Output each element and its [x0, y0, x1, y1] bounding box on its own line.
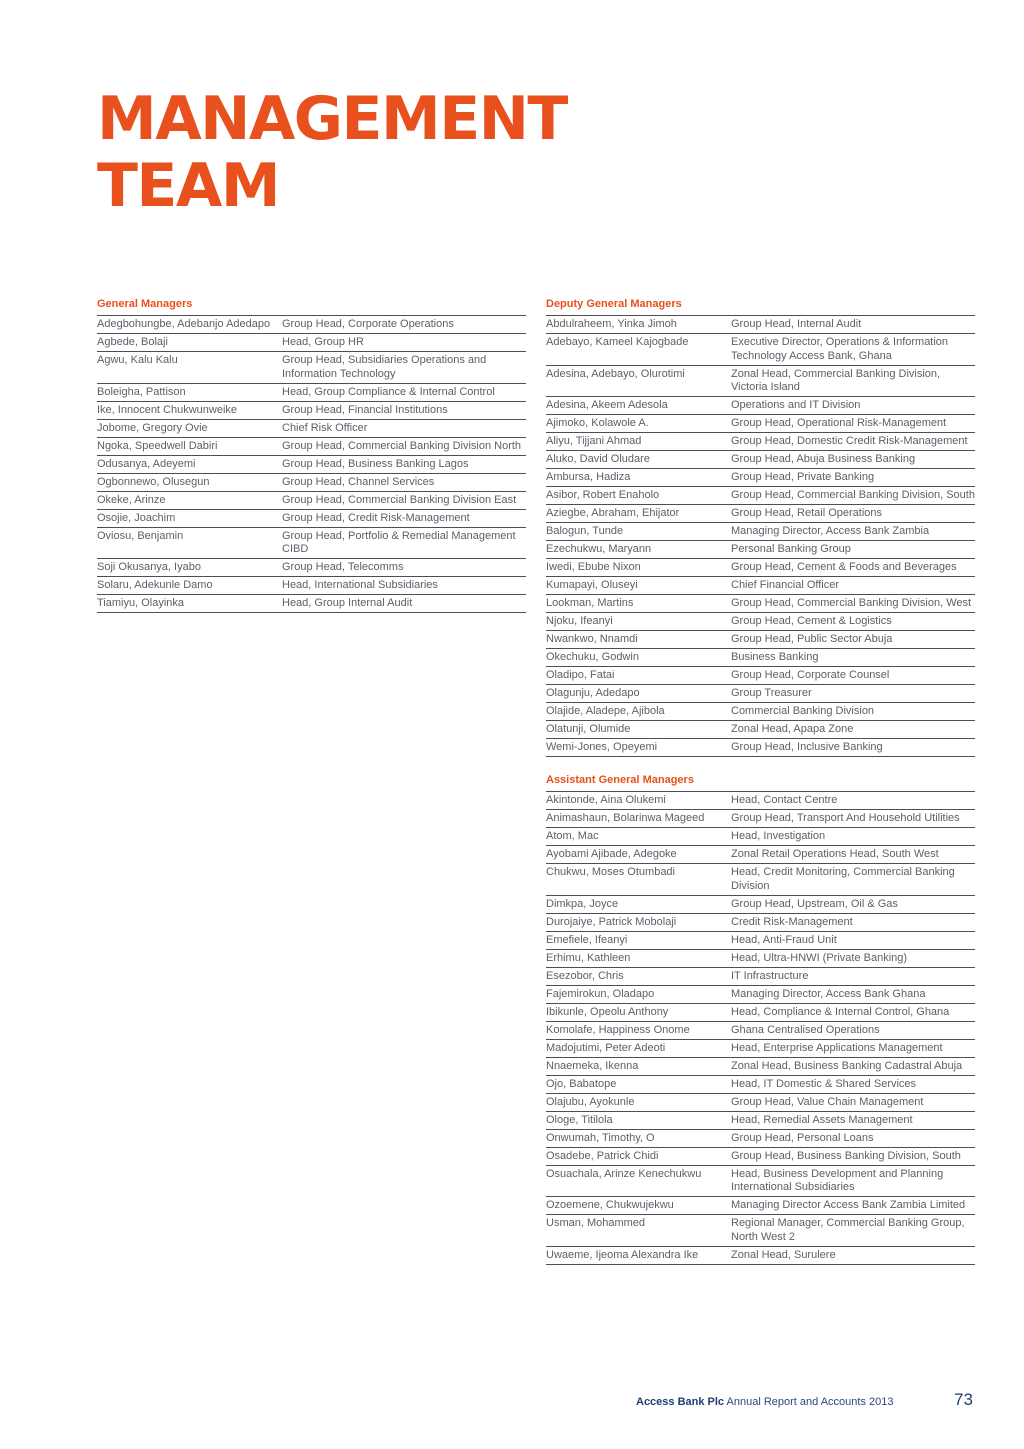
person-name: Jobome, Gregory Ovie [97, 421, 208, 434]
person-name: Ogbonnewo, Olusegun [97, 475, 210, 488]
person-role: Group Head, Private Banking [731, 471, 875, 483]
person-name: Nwankwo, Nnamdi [546, 633, 638, 645]
person-role: Group Head, Transport And Household Utilities [731, 812, 960, 824]
table-row [546, 846, 975, 864]
table-row [97, 510, 526, 528]
person-name: Osuachala, Arinze Kenechukwu [546, 1167, 702, 1180]
deputy-general-managers-list [546, 316, 975, 757]
person-role: Head, Enterprise Applications Management [731, 1041, 943, 1054]
table-row [546, 559, 975, 577]
person-name: Okechuku, Godwin [546, 651, 639, 663]
deputy-general-managers-section [546, 297, 975, 757]
person-role: Executive Director, Operations & Information Technology Access Bank, Ghana [731, 336, 949, 362]
person-role: Group Head, Value Chain Management [731, 1095, 924, 1108]
table-row [546, 932, 975, 950]
table-row [97, 402, 526, 420]
person-role: Head, Business Development and Planning International Subsidiaries [731, 1167, 944, 1193]
footer [636, 1396, 893, 1408]
table-row [546, 523, 975, 541]
table-row [546, 1040, 975, 1058]
person-role: Group Head, Commercial Banking Division, South [731, 489, 975, 501]
person-role: Group Head, Operational Risk-Management [731, 417, 947, 429]
person-name: Esezobor, Chris [546, 969, 624, 982]
person-role: Zonal Head, Business Banking Cadastral Abuja [731, 1059, 963, 1072]
table-row [97, 384, 526, 402]
person-name: Ibikunle, Opeolu Anthony [546, 1005, 669, 1018]
person-name: Chukwu, Moses Otumbadi [546, 866, 675, 878]
table-row [97, 559, 526, 577]
person-role: Zonal Head, Surulere [731, 1248, 836, 1261]
table-row [546, 397, 975, 415]
person-role: Group Treasurer [731, 687, 812, 699]
page-title-line1: MANAGEMENT [97, 84, 567, 154]
person-name: Fajemirokun, Oladapo [546, 987, 655, 1000]
person-name: Lookman, Martins [546, 597, 634, 609]
table-row [546, 703, 975, 721]
person-name: Ajimoko, Kolawole A. [546, 417, 649, 429]
person-role: Zonal Head, Apapa Zone [731, 723, 854, 735]
person-name: Usman, Mohammed [546, 1217, 646, 1229]
person-role: Head, Compliance & Internal Control, Ghana [731, 1005, 950, 1018]
person-name: Aziegbe, Abraham, Ehijator [546, 507, 680, 519]
person-name: Adegbohungbe, Adebanjo Adedapo [97, 318, 271, 330]
table-row [546, 433, 975, 451]
table-row [546, 469, 975, 487]
table-row [546, 1076, 975, 1094]
table-row [546, 1094, 975, 1112]
general-managers-list [97, 316, 526, 613]
person-role: Group Head, Corporate Counsel [731, 669, 890, 681]
person-name: Wemi-Jones, Opeyemi [546, 741, 658, 753]
table-row [546, 366, 975, 398]
table-row [97, 474, 526, 492]
person-role: Head, Group Compliance & Internal Control [282, 385, 495, 398]
person-name: Dimkpa, Joyce [546, 897, 619, 910]
person-name: Agwu, Kalu Kalu [97, 354, 178, 366]
person-role: Head, IT Domestic & Shared Services [731, 1077, 917, 1090]
person-role: Group Head, Credit Risk-Management [282, 511, 470, 524]
person-name: Akintonde, Aina Olukemi [546, 794, 666, 806]
table-row [546, 1130, 975, 1148]
person-role: Group Head, Commercial Banking Division, West [731, 597, 972, 609]
person-role: Ghana Centralised Operations [731, 1023, 880, 1036]
person-name: Ngoka, Speedwell Dabiri [97, 439, 218, 452]
section-heading: General Managers [97, 297, 526, 316]
table-row [546, 631, 975, 649]
table-row [546, 1022, 975, 1040]
table-row [546, 577, 975, 595]
table-row [546, 986, 975, 1004]
person-role: Group Head, Domestic Credit Risk-Management [731, 435, 968, 447]
person-role: Credit Risk-Management [731, 915, 853, 928]
assistant-general-managers-list [546, 792, 975, 1265]
table-row [546, 950, 975, 968]
table-row [97, 577, 526, 595]
person-name: Ojo, Babatope [546, 1077, 617, 1090]
person-role: Group Head, Cement & Foods and Beverages [731, 561, 957, 573]
person-name: Soji Okusanya, Iyabo [97, 561, 201, 573]
person-name: Durojaiye, Patrick Mobolaji [546, 915, 677, 928]
table-row [546, 896, 975, 914]
person-role: Group Head, Financial Institutions [282, 403, 448, 416]
person-name: Atom, Mac [546, 830, 599, 842]
person-role: Group Head, Personal Loans [731, 1131, 874, 1144]
section-heading: Assistant General Managers [546, 773, 975, 792]
person-role: Zonal Head, Commercial Banking Division, Victoria Island [731, 367, 941, 393]
table-row [546, 864, 975, 896]
table-row [546, 828, 975, 846]
person-role: Managing Director, Access Bank Ghana [731, 987, 926, 1000]
person-role: Business Banking [731, 651, 819, 663]
person-role: Head, Anti-Fraud Unit [731, 933, 837, 946]
person-role: Group Head, Public Sector Abuja [731, 633, 893, 645]
table-row [546, 1004, 975, 1022]
person-name: Boleigha, Pattison [97, 385, 186, 398]
person-name: Balogun, Tunde [546, 525, 624, 537]
table-row [546, 334, 975, 366]
person-name: Oladipo, Fatai [546, 669, 615, 681]
person-role: Group Head, Telecomms [282, 561, 404, 573]
person-role: Chief Financial Officer [731, 579, 840, 591]
table-row [97, 456, 526, 474]
table-row [546, 1058, 975, 1076]
person-role: Commercial Banking Division [731, 705, 875, 717]
person-name: Uwaeme, Ijeoma Alexandra Ike [546, 1248, 699, 1261]
table-row [546, 541, 975, 559]
person-role: Group Head, Portfolio & Remedial Management CIBD [282, 529, 516, 555]
person-name: Osadebe, Patrick Chidi [546, 1149, 659, 1162]
person-name: Olajide, Aladepe, Ajibola [546, 705, 665, 717]
table-row [546, 1112, 975, 1130]
general-managers-section [97, 297, 526, 613]
table-row [546, 1247, 975, 1265]
person-name: Nnaemeka, Ikenna [546, 1059, 639, 1072]
person-role: Group Head, Business Banking Division, South [731, 1149, 961, 1162]
person-name: Osojie, Joachim [97, 511, 176, 524]
person-name: Aliyu, Tijjani Ahmad [546, 435, 642, 447]
table-row [546, 739, 975, 757]
person-role: Group Head, Channel Services [282, 475, 435, 488]
table-row [546, 721, 975, 739]
person-role: Head, Remedial Assets Management [731, 1113, 913, 1126]
table-row [546, 415, 975, 433]
table-row [97, 438, 526, 456]
person-name: Adesina, Adebayo, Olurotimi [546, 367, 685, 380]
table-row [546, 613, 975, 631]
person-role: Group Head, Internal Audit [731, 318, 862, 330]
person-name: Iwedi, Ebube Nixon [546, 561, 641, 573]
person-role: Regional Manager, Commercial Banking Group, North West 2 [731, 1217, 965, 1243]
person-name: Ambursa, Hadiza [546, 471, 631, 483]
table-row [546, 914, 975, 932]
person-role: Personal Banking Group [731, 543, 851, 555]
person-name: Njoku, Ifeanyi [546, 615, 613, 627]
person-name: Abdulraheem, Yinka Jimoh [546, 318, 677, 330]
person-name: Okeke, Arinze [97, 493, 166, 506]
person-name: Agbede, Bolaji [97, 336, 168, 348]
person-name: Aluko, David Oludare [546, 453, 650, 465]
table-row [546, 1197, 975, 1215]
person-role: Group Head, Retail Operations [731, 507, 883, 519]
person-role: Group Head, Inclusive Banking [731, 741, 883, 753]
person-name: Odusanya, Adeyemi [97, 457, 196, 470]
table-row [97, 528, 526, 560]
person-role: Group Head, Commercial Banking Division East [282, 493, 517, 506]
table-row [97, 316, 526, 334]
person-name: Animashaun, Bolarinwa Mageed [546, 812, 705, 824]
person-name: Olagunju, Adedapo [546, 687, 640, 699]
person-name: Ezechukwu, Maryann [546, 543, 652, 555]
person-role: Head, Ultra-HNWI (Private Banking) [731, 951, 908, 964]
table-row [546, 667, 975, 685]
table-row [546, 487, 975, 505]
person-name: Adebayo, Kameel Kajogbade [546, 336, 689, 348]
person-role: Managing Director, Access Bank Zambia [731, 525, 930, 537]
table-row [546, 316, 975, 334]
person-role: Group Head, Subsidiaries Operations and Information Technology [282, 354, 487, 380]
person-role: Group Head, Business Banking Lagos [282, 457, 469, 470]
table-row [97, 352, 526, 384]
person-name: Ologe, Titilola [546, 1113, 613, 1126]
person-role: Head, Investigation [731, 830, 826, 842]
table-row [546, 595, 975, 613]
person-role: Group Head, Corporate Operations [282, 318, 454, 330]
person-name: Kumapayi, Oluseyi [546, 579, 638, 591]
person-name: Emefiele, Ifeanyi [546, 933, 628, 946]
person-role: Head, International Subsidiaries [282, 579, 438, 591]
footer-text: Annual Report and Accounts 2013 [726, 1396, 894, 1408]
person-role: Head, Group HR [282, 336, 364, 348]
table-row [546, 792, 975, 810]
page-title-line2: TEAM [97, 151, 280, 221]
footer-brand: Access Bank Plc [636, 1396, 725, 1408]
person-name: Ayobami Ajibade, Adegoke [546, 848, 677, 860]
person-role: Head, Group Internal Audit [282, 597, 413, 609]
person-name: Olatunji, Olumide [546, 723, 631, 735]
person-name: Oviosu, Benjamin [97, 529, 184, 542]
person-role: Group Head, Cement & Logistics [731, 615, 892, 627]
person-name: Solaru, Adekunle Damo [97, 579, 213, 591]
person-role: Managing Director Access Bank Zambia Limited [731, 1199, 966, 1211]
person-name: Olajubu, Ayokunle [546, 1095, 635, 1108]
table-row [97, 334, 526, 352]
person-role: Operations and IT Division [731, 399, 861, 411]
table-row [97, 492, 526, 510]
page-number: 73 [954, 1390, 973, 1409]
person-name: Tiamiyu, Olayinka [97, 597, 185, 609]
person-name: Ike, Innocent Chukwunweike [97, 403, 238, 416]
table-row [546, 505, 975, 523]
person-name: Komolafe, Happiness Onome [546, 1023, 690, 1036]
person-name: Adesina, Akeem Adesola [546, 399, 668, 411]
person-role: Chief Risk Officer [282, 421, 368, 434]
table-row [546, 810, 975, 828]
person-role: Group Head, Upstream, Oil & Gas [731, 897, 898, 910]
person-name: Erhimu, Kathleen [546, 951, 631, 964]
person-role: Head, Credit Monitoring, Commercial Banking Division [731, 866, 955, 892]
table-row [546, 1166, 975, 1198]
person-role: Group Head, Commercial Banking Division North [282, 439, 522, 452]
person-name: Ozoemene, Chukwujekwu [546, 1199, 674, 1211]
table-row [546, 1148, 975, 1166]
table-row [97, 420, 526, 438]
person-name: Madojutimi, Peter Adeoti [546, 1041, 666, 1054]
person-role: Group Head, Abuja Business Banking [731, 453, 916, 465]
person-name: Onwumah, Timothy, O [546, 1131, 655, 1144]
table-row [546, 451, 975, 469]
table-row [546, 685, 975, 703]
table-row [97, 595, 526, 613]
person-role: Head, Contact Centre [731, 794, 838, 806]
person-role: IT Infrastructure [731, 969, 809, 982]
person-name: Asibor, Robert Enaholo [546, 489, 660, 501]
table-row [546, 968, 975, 986]
table-row [546, 1215, 975, 1247]
person-role: Zonal Retail Operations Head, South West [731, 848, 939, 860]
table-row [546, 649, 975, 667]
assistant-general-managers-section [546, 773, 975, 1265]
section-heading: Deputy General Managers [546, 297, 975, 316]
page-title [97, 86, 567, 220]
